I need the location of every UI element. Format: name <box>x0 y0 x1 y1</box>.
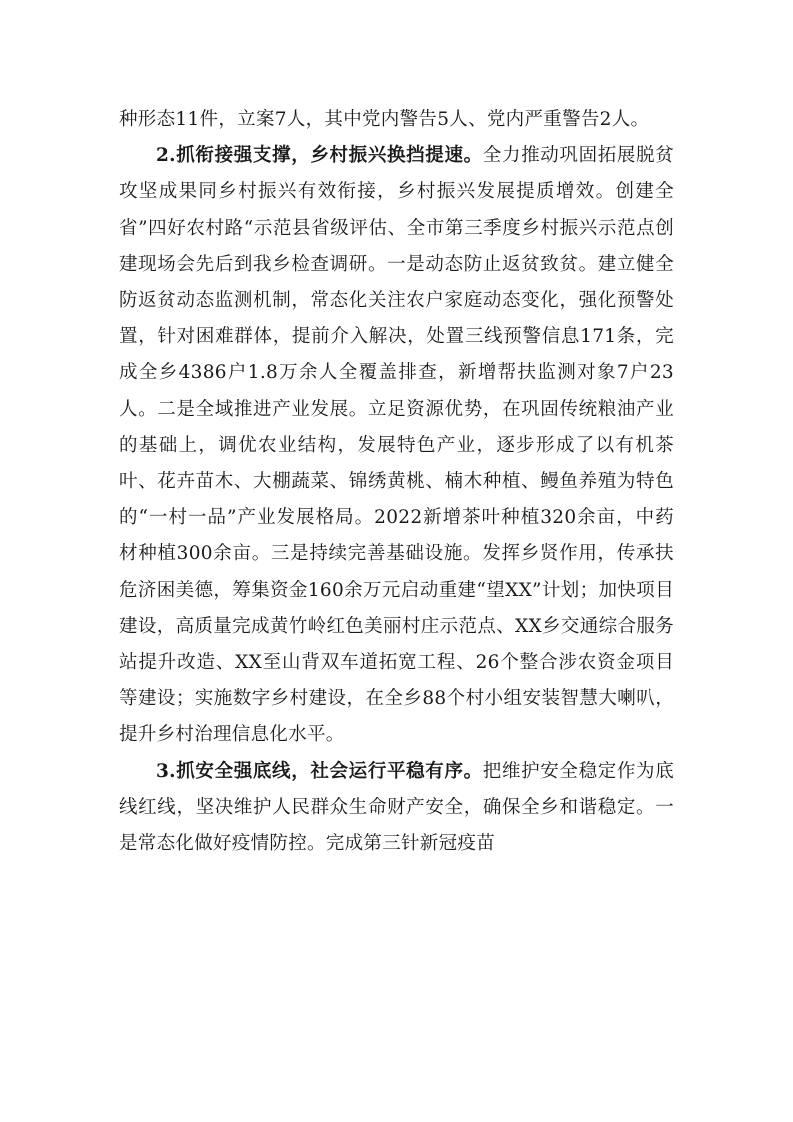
paragraph-heading: 3.抓安全强底线，社会运行平稳有序。 <box>156 760 483 782</box>
paragraph-text: 把维护安全稳定作为底线红线，坚决维护人民群众生命财产安全，确保全乡和谐稳定。一是常态化做好疫情防控。完成第三针新冠疫苗 <box>119 760 674 855</box>
paragraph-continuation <box>119 102 674 138</box>
document-body <box>119 102 674 862</box>
paragraph-text: 全力推动巩固拓展脱贫攻坚成果同乡村振兴有效衔接，乡村振兴发展提质增效。创建全省”四好农村路“示范县省级评估、全市第三季度乡村振兴示范点创建现场会先后到我乡检查调研。一是动态防止返贫致贫。建立健全防返贫动态监测机制，常态化关注农户家庭动态变化，强化预警处置，针对困难群体，提前介入解决，处置三线预警信息171条，完成全乡4386户1.8万余人全覆盖排查，新增帮扶监测对象7户23人。二是全域推进产业发展。立足资源优势，在巩固传统粮油产业的基础上，调优农业结构，发展特色产业，逐步形成了以有机茶叶、花卉苗木、大棚蔬菜、锦绣黄桃、楠木种植、鳗鱼养殖为特色的“一村一品”产业发展格局。2022新增茶叶种植320余亩，中药材种植300余亩。三是持续完善基础设施。发挥乡贤作用，传承扶危济困美德，筹集资金160余万元启动重建“望XX”计划；加快项目建设，高质量完成黄竹岭红色美丽村庄示范点、XX乡交通综合服务站提升改造、XX至山背双车道拓宽工程、26个整合涉农资金项目等建设；实施数字乡村建设，在全乡88个村小组安装智慧大喇叭，提升乡村治理信息化水平。 <box>119 145 674 746</box>
paragraph-safety <box>119 754 674 863</box>
paragraph-text: 种形态11件，立案7人，其中党内警告5人、党内严重警告2人。 <box>119 109 650 130</box>
paragraph-rural-revitalization <box>119 138 674 753</box>
paragraph-heading: 2.抓衔接强支撑，乡村振兴换挡提速。 <box>156 145 483 167</box>
